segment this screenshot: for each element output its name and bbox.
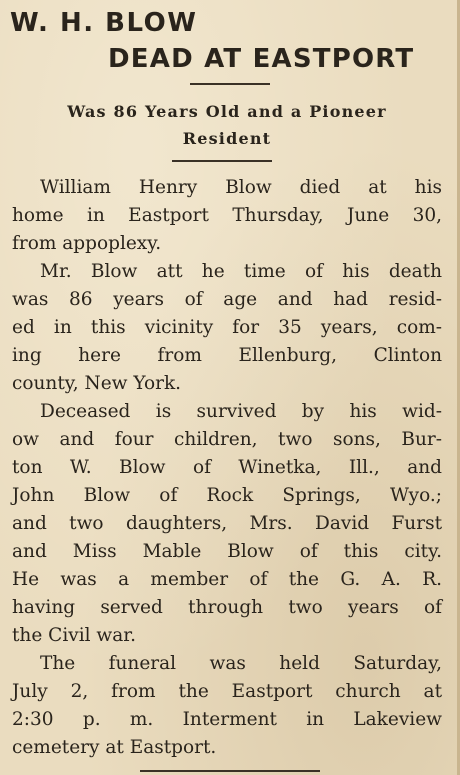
- subheadline-line-2: Resident: [182, 129, 272, 148]
- headline-line-1: W. H. BLOW: [10, 8, 198, 38]
- article-line: ton W. Blow of Winetka, Ill., and: [12, 457, 442, 478]
- article-body: [12, 174, 442, 762]
- subheadline: [12, 98, 442, 152]
- article-line: the Civil war.: [12, 625, 136, 646]
- article-line: The funeral was held Saturday,: [40, 653, 442, 674]
- article-line: John Blow of Rock Springs, Wyo.;: [12, 485, 442, 506]
- headline-divider: [190, 83, 270, 85]
- article-line: ow and four children, two sons, Bur-: [12, 429, 442, 450]
- article-line: ed in this vicinity for 35 years, com-: [12, 317, 442, 338]
- article-line: having served through two years of: [12, 597, 442, 618]
- article-line: home in Eastport Thursday, June 30,: [12, 205, 442, 226]
- article-line: Mr. Blow att he time of his death: [40, 261, 442, 282]
- article-line: was 86 years of age and had resid-: [12, 289, 442, 310]
- headline-line-2: DEAD AT EASTPORT: [108, 44, 415, 74]
- article-line: from appoplexy.: [12, 233, 162, 254]
- article-line: 2:30 p. m. Interment in Lakeview: [12, 709, 442, 730]
- article-line: July 2, from the Eastport church at: [12, 681, 442, 702]
- article-line: ing here from Ellenburg, Clinton: [12, 345, 442, 366]
- subheadline-divider: [172, 160, 272, 162]
- article-line: and two daughters, Mrs. David Furst: [12, 513, 442, 534]
- article-line: cemetery at Eastport.: [12, 737, 217, 758]
- article-line: and Miss Mable Blow of this city.: [12, 541, 442, 562]
- article-line: Deceased is survived by his wid-: [40, 401, 442, 422]
- article-line: county, New York.: [12, 373, 182, 394]
- article-line: He was a member of the G. A. R.: [12, 569, 442, 590]
- closing-divider: [140, 770, 320, 772]
- article-line: William Henry Blow died at his: [40, 177, 442, 198]
- subheadline-line-1: Was 86 Years Old and a Pioneer: [67, 102, 387, 121]
